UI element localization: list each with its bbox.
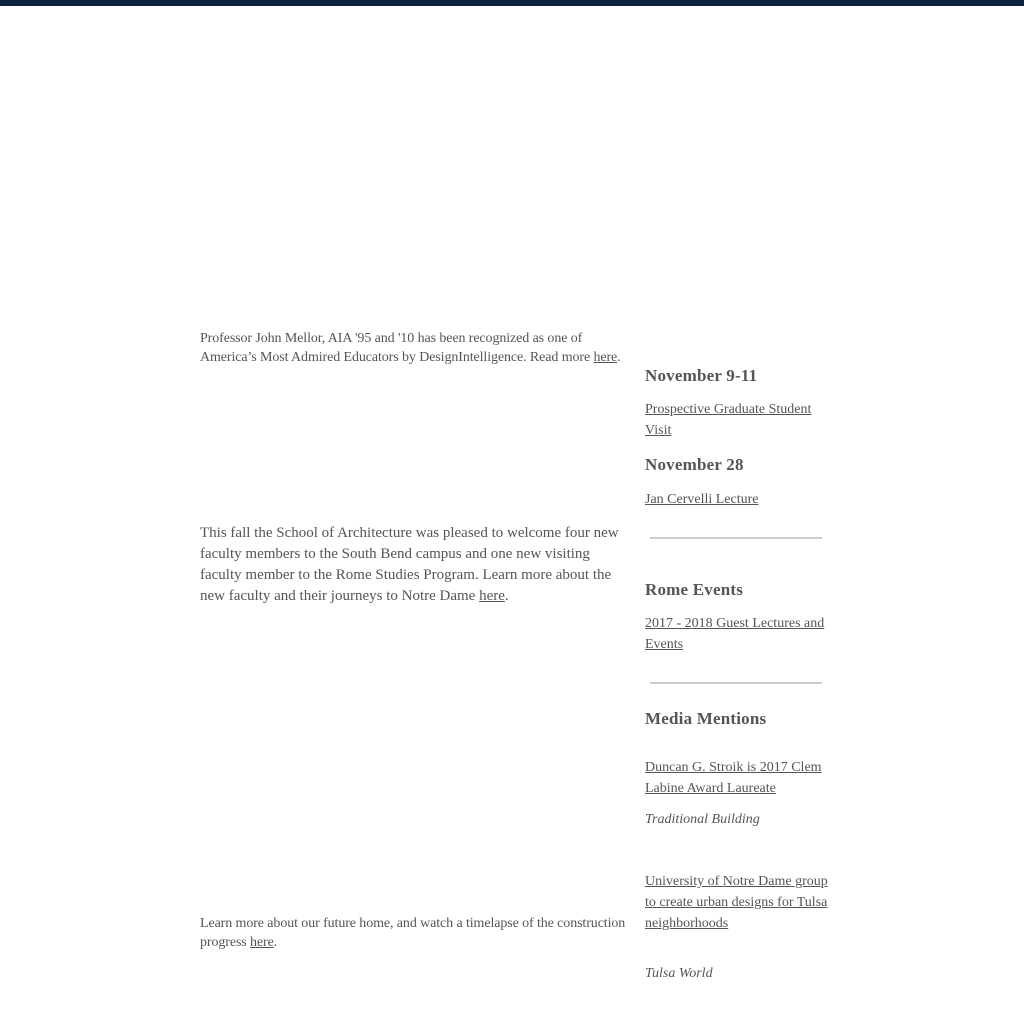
sidebar-divider: [650, 537, 822, 539]
media-mention-source: Traditional Building: [645, 812, 760, 827]
news-item-future-home: [200, 914, 630, 952]
news-suffix: .: [504, 588, 509, 604]
read-more-link[interactable]: here: [593, 350, 618, 365]
news-text: Learn more about our future home, and watch a timelapse of the construction progress: [200, 916, 626, 950]
media-mention-link[interactable]: University of Notre Dame group to create urban designs for Tulsa neighborhoods: [645, 874, 828, 931]
sidebar-divider: [650, 682, 822, 684]
news-suffix: .: [617, 350, 621, 365]
news-item-mellor: [200, 329, 630, 367]
read-more-link[interactable]: here: [479, 588, 505, 604]
news-suffix: .: [273, 935, 278, 950]
rome-events-link[interactable]: 2017 - 2018 Guest Lectures and Events: [645, 616, 825, 652]
news-text: Professor John Mellor, AIA '95 and '10 has been recognized as one of America’s Most Admired Educators by DesignIntelligence. Read more: [200, 331, 594, 365]
read-more-link[interactable]: here: [250, 935, 274, 950]
media-mention-source: Tulsa World: [645, 966, 713, 981]
news-item-new-faculty: [200, 523, 630, 607]
rome-events-heading: Rome Events: [645, 580, 744, 599]
event-link[interactable]: Prospective Graduate Student Visit: [645, 402, 812, 438]
top-navy-bar: [0, 0, 1024, 6]
news-text: This fall the School of Architecture was pleased to welcome four new faculty members to the South Bend campus and one new visiting faculty member to the Rome Studies Program. Learn more about the new faculty and their journeys to Notre Dame: [200, 525, 619, 604]
media-mentions-heading: Media Mentions: [645, 709, 767, 728]
media-mention-link[interactable]: Duncan G. Stroik is 2017 Clem Labine Award Laureate: [645, 760, 822, 796]
event-date: November 9-11: [645, 366, 758, 385]
event-link[interactable]: Jan Cervelli Lecture: [645, 492, 759, 507]
event-date: November 28: [645, 455, 744, 474]
